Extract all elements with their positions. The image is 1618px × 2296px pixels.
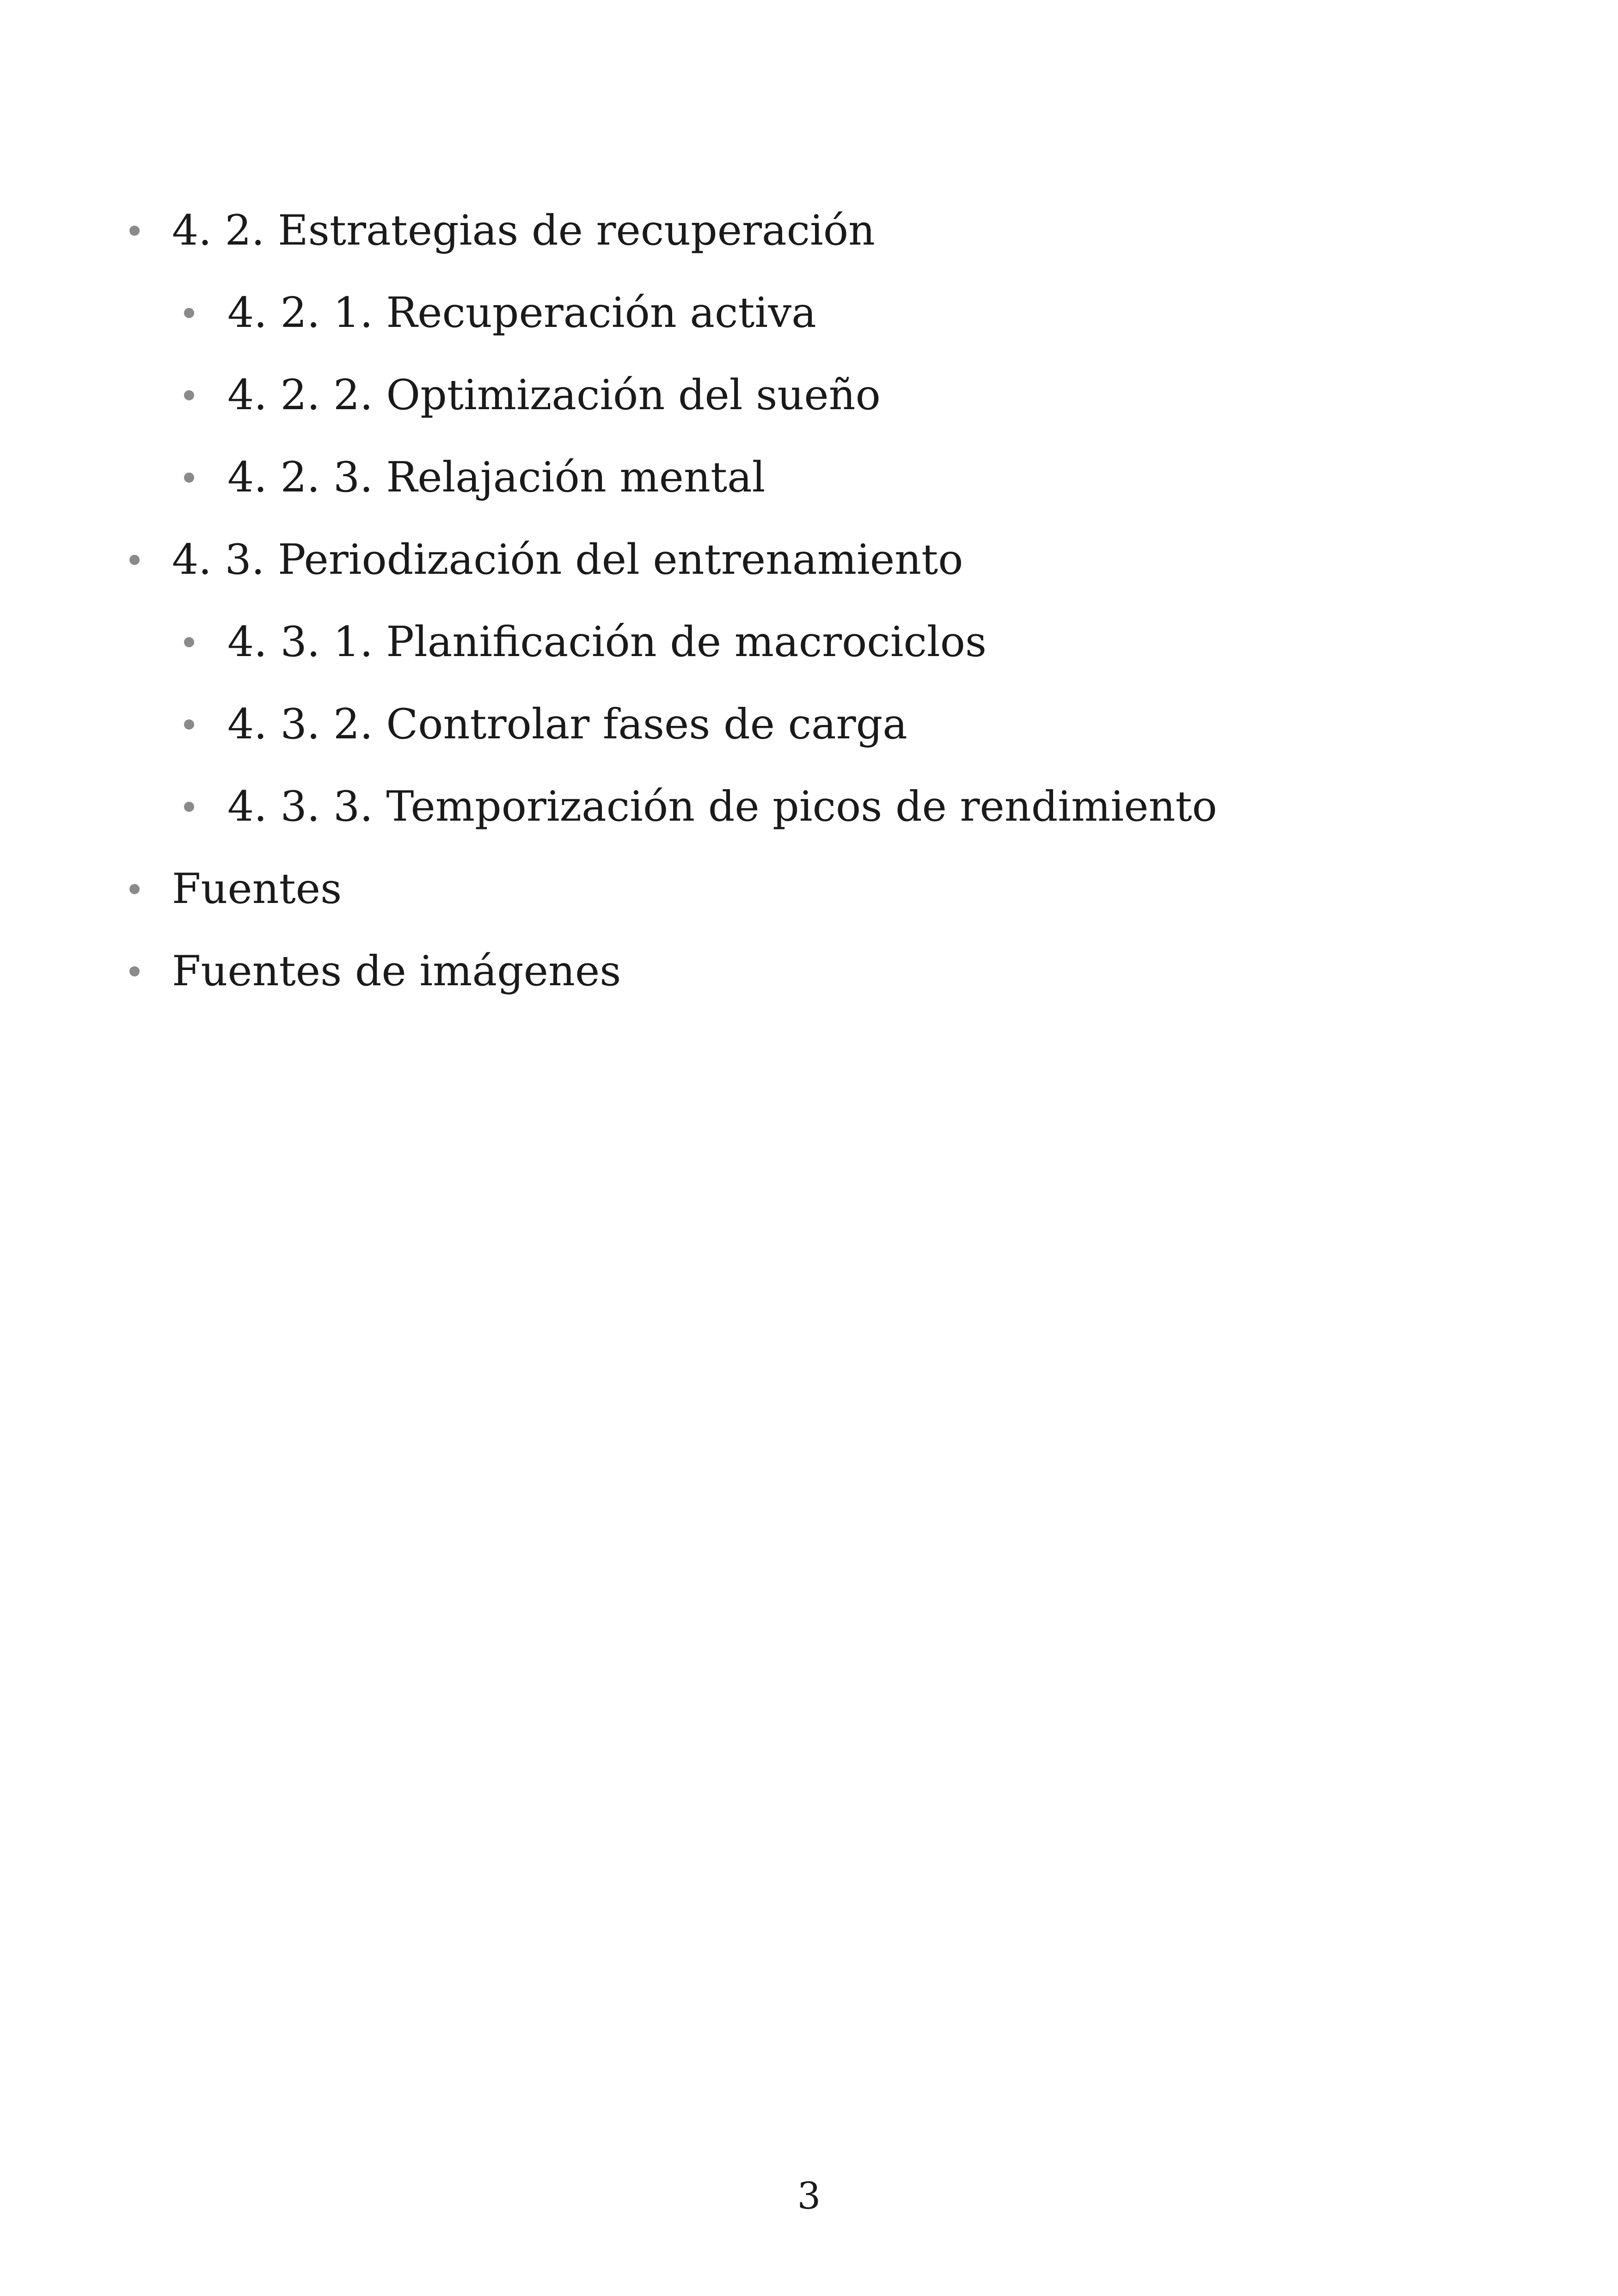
page-number: 3: [797, 2174, 821, 2217]
toc-item-label: 4. 2. Estrategias de recuperación: [172, 206, 875, 255]
toc-item-4-2-2[interactable]: [120, 354, 1507, 436]
toc-item-label: 4. 3. 1. Planificación de macrociclos: [227, 618, 987, 666]
bullet-icon: [184, 637, 194, 647]
toc-item-4-3-2[interactable]: [120, 683, 1507, 766]
toc-item-4-2[interactable]: [120, 190, 1507, 272]
toc-item-4-3-3[interactable]: [120, 766, 1507, 848]
toc-item-label: 4. 2. 3. Relajación mental: [227, 453, 766, 502]
table-of-contents: [120, 190, 1507, 1013]
toc-item-4-3-1[interactable]: [120, 601, 1507, 683]
bullet-icon: [129, 966, 140, 976]
bullet-icon: [129, 555, 140, 565]
bullet-icon: [184, 473, 194, 483]
toc-item-label: 4. 3. 2. Controlar fases de carga: [227, 700, 907, 749]
toc-item-label: Fuentes de imágenes: [172, 947, 621, 995]
toc-item-label: Fuentes: [172, 865, 342, 913]
toc-item-label: 4. 2. 1. Recuperación activa: [227, 289, 816, 337]
toc-item-fuentes-imagenes[interactable]: [120, 930, 1507, 1013]
toc-item-4-2-1[interactable]: [120, 272, 1507, 354]
toc-item-label: 4. 3. 3. Temporización de picos de rendimiento: [227, 782, 1217, 831]
bullet-icon: [129, 226, 140, 236]
toc-item-4-3[interactable]: [120, 519, 1507, 601]
bullet-icon: [184, 719, 194, 730]
bullet-icon: [184, 308, 194, 318]
bullet-icon: [184, 802, 194, 812]
toc-item-4-2-3[interactable]: [120, 436, 1507, 519]
bullet-icon: [129, 884, 140, 894]
toc-item-label: 4. 2. 2. Optimización del sueño: [227, 371, 881, 419]
toc-item-label: 4. 3. Periodización del entrenamiento: [172, 535, 963, 584]
bullet-icon: [184, 390, 194, 400]
toc-item-fuentes[interactable]: [120, 848, 1507, 930]
